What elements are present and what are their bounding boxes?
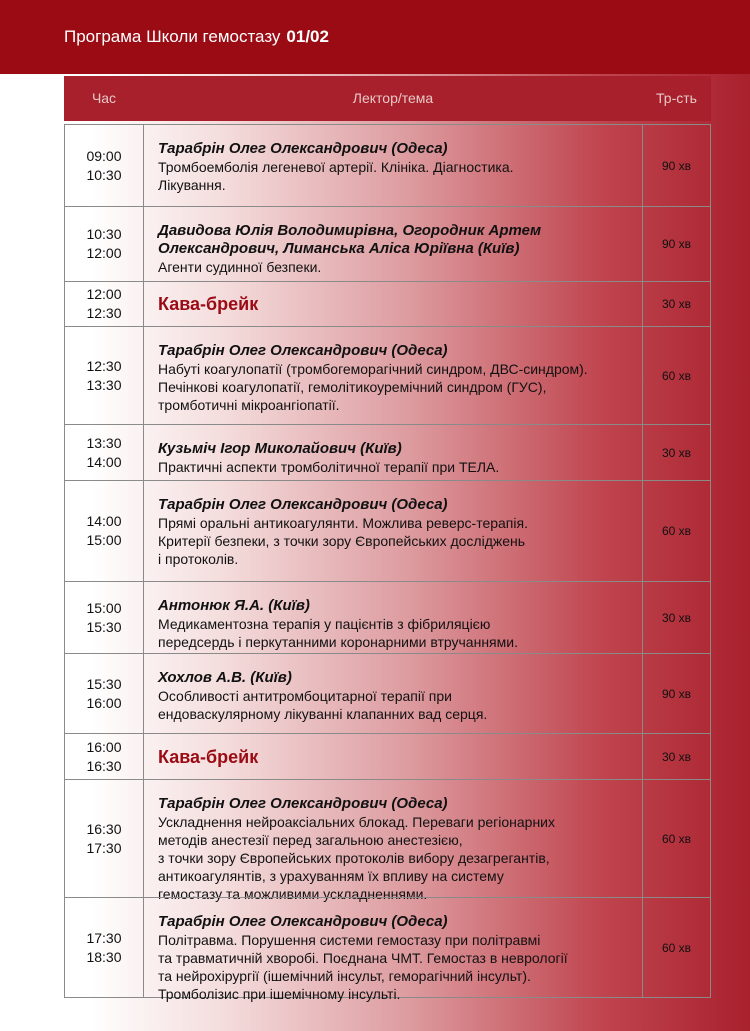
table-row [64, 897, 711, 1002]
topic-cell [144, 654, 642, 733]
duration-cell: 30 хв [642, 425, 711, 480]
page-title [64, 27, 329, 47]
start-time: 09:00 [86, 147, 122, 164]
speaker-name: Антонюк Я.А. (Київ) [158, 597, 310, 614]
duration-cell: 60 хв [642, 481, 711, 581]
topic-text: Тромбоемболія легеневої артерії. Клініка. Діагностика. Лікування. [158, 159, 514, 193]
topic-cell [144, 207, 642, 281]
table-row [64, 653, 711, 733]
end-time: 18:30 [86, 948, 122, 965]
end-time: 15:30 [86, 618, 122, 635]
coffee-break-label: Кава-брейк [158, 294, 259, 314]
end-time: 14:00 [86, 453, 122, 470]
end-time: 12:30 [86, 305, 122, 321]
topic-cell [144, 898, 642, 1002]
table-row [64, 581, 711, 653]
schedule-table [64, 124, 711, 1002]
topic-cell [144, 327, 642, 424]
table-row [64, 779, 711, 902]
start-time: 17:30 [86, 929, 122, 946]
topic-text: Ускладнення нейроаксіальних блокад. Переваги регіонарних методів анестезії перед загальною анестезією, з точки зору Європейських протоколів вибору дезагрегантів, антикоагулянтів, з урахуванням їх впливу на систему гемостазу та можливими ускладненнями. [158, 814, 555, 902]
duration-cell: 90 хв [642, 207, 711, 281]
speaker-name: Тарабрін Олег Олександрович (Одеса) [158, 140, 448, 157]
table-row [64, 326, 711, 424]
start-time: 16:00 [86, 738, 122, 755]
topic-cell [144, 282, 642, 326]
title-number: 01/02 [286, 27, 329, 46]
speaker-name: Тарабрін Олег Олександрович (Одеса) [158, 496, 448, 513]
time-cell [64, 327, 144, 424]
time-cell [64, 207, 144, 281]
topic-text: Практичні аспекти тромболітичної терапії при ТЕЛА. [158, 459, 500, 475]
topic-text: Прямі оральні антикоагулянти. Можлива реверс-терапія. Критерії безпеки, з точки зору Європейських досліджень і протоколів. [158, 515, 528, 567]
end-time: 17:30 [86, 839, 122, 856]
time-cell [64, 780, 144, 897]
table-row [64, 424, 711, 480]
topic-cell [144, 481, 642, 581]
header-bar [0, 0, 750, 74]
topic-text: Політравма. Порушення системи гемостазу при політравмі та травматичній хворобі. Поєднана ЧМТ. Гемостаз в неврології та нейрохірургії (ішемічний інсульт, геморагічний інсульт). Тромболізис при ішемічному інсульті. [158, 932, 568, 1002]
time-cell [64, 898, 144, 997]
speaker-name: Давидова Юлія Володимирівна, Огородник Артем Олександрович, Лиманська Аліса Юріївна (Київ) [158, 222, 542, 257]
topic-cell [144, 734, 642, 779]
start-time: 13:30 [86, 434, 122, 451]
table-row [64, 206, 711, 281]
topic-text: Набуті коагулопатії (тромбогеморагічний синдром, ДВС-синдром). Печінкові коагулопатії, гемолітикоуремічний синдром (ГУС), тромботичні мікроангіопатії. [158, 361, 588, 413]
start-time: 15:00 [86, 599, 122, 616]
topic-cell [144, 780, 642, 902]
topic-cell [144, 125, 642, 206]
column-header-time: Час [91, 90, 117, 106]
topic-cell [144, 425, 642, 480]
speaker-name: Кузьміч Ігор Миколайович (Київ) [158, 440, 402, 457]
topic-text: Особливості антитромбоцитарної терапії при ендоваскулярному лікуванні клапанних вад серця. [158, 688, 488, 722]
duration-cell: 30 хв [642, 582, 711, 653]
time-cell [64, 582, 144, 653]
speaker-name: Тарабрін Олег Олександрович (Одеса) [158, 342, 448, 359]
end-time: 16:30 [86, 757, 122, 774]
speaker-name: Тарабрін Олег Олександрович (Одеса) [158, 913, 448, 930]
end-time: 16:00 [86, 694, 122, 711]
time-cell [64, 125, 144, 206]
speaker-name: Тарабрін Олег Олександрович (Одеса) [158, 795, 448, 812]
time-cell [64, 282, 144, 326]
start-time: 15:30 [86, 675, 122, 692]
start-time: 14:00 [86, 513, 122, 529]
duration-cell: 90 хв [642, 125, 711, 206]
time-cell [64, 654, 144, 733]
start-time: 16:30 [86, 820, 122, 837]
end-time: 13:30 [86, 376, 122, 393]
start-time: 10:30 [86, 226, 122, 242]
end-time: 10:30 [86, 166, 122, 183]
duration-cell: 30 хв [642, 282, 711, 326]
time-cell [64, 425, 144, 480]
speaker-name: Хохлов А.В. (Київ) [158, 669, 292, 686]
end-time: 12:00 [86, 245, 122, 261]
topic-text: Медикаментозна терапія у пацієнтів з фібриляцією передсердь і перкутанними коронарними втручаннями. [158, 616, 518, 650]
start-time: 12:00 [86, 286, 122, 302]
time-cell [64, 481, 144, 581]
column-header-topic: Лектор/тема [352, 90, 434, 106]
duration-cell: 30 хв [642, 734, 711, 779]
table-row [64, 281, 711, 326]
topic-text: Агенти судинної безпеки. [158, 259, 322, 275]
table-row [64, 733, 711, 779]
table-row [64, 480, 711, 581]
title-text: Програма Школи гемостазу [64, 27, 281, 46]
table-row [64, 124, 711, 206]
duration-cell: 60 хв [642, 898, 711, 997]
topic-cell [144, 582, 642, 653]
duration-cell: 90 хв [642, 654, 711, 733]
table-header [64, 76, 711, 121]
duration-cell: 60 хв [642, 780, 711, 897]
coffee-break-label: Кава-брейк [158, 746, 259, 767]
duration-cell: 60 хв [642, 327, 711, 424]
column-header-duration: Тр-сть [656, 90, 697, 106]
start-time: 12:30 [86, 357, 122, 374]
end-time: 15:00 [86, 532, 122, 548]
time-cell [64, 734, 144, 779]
